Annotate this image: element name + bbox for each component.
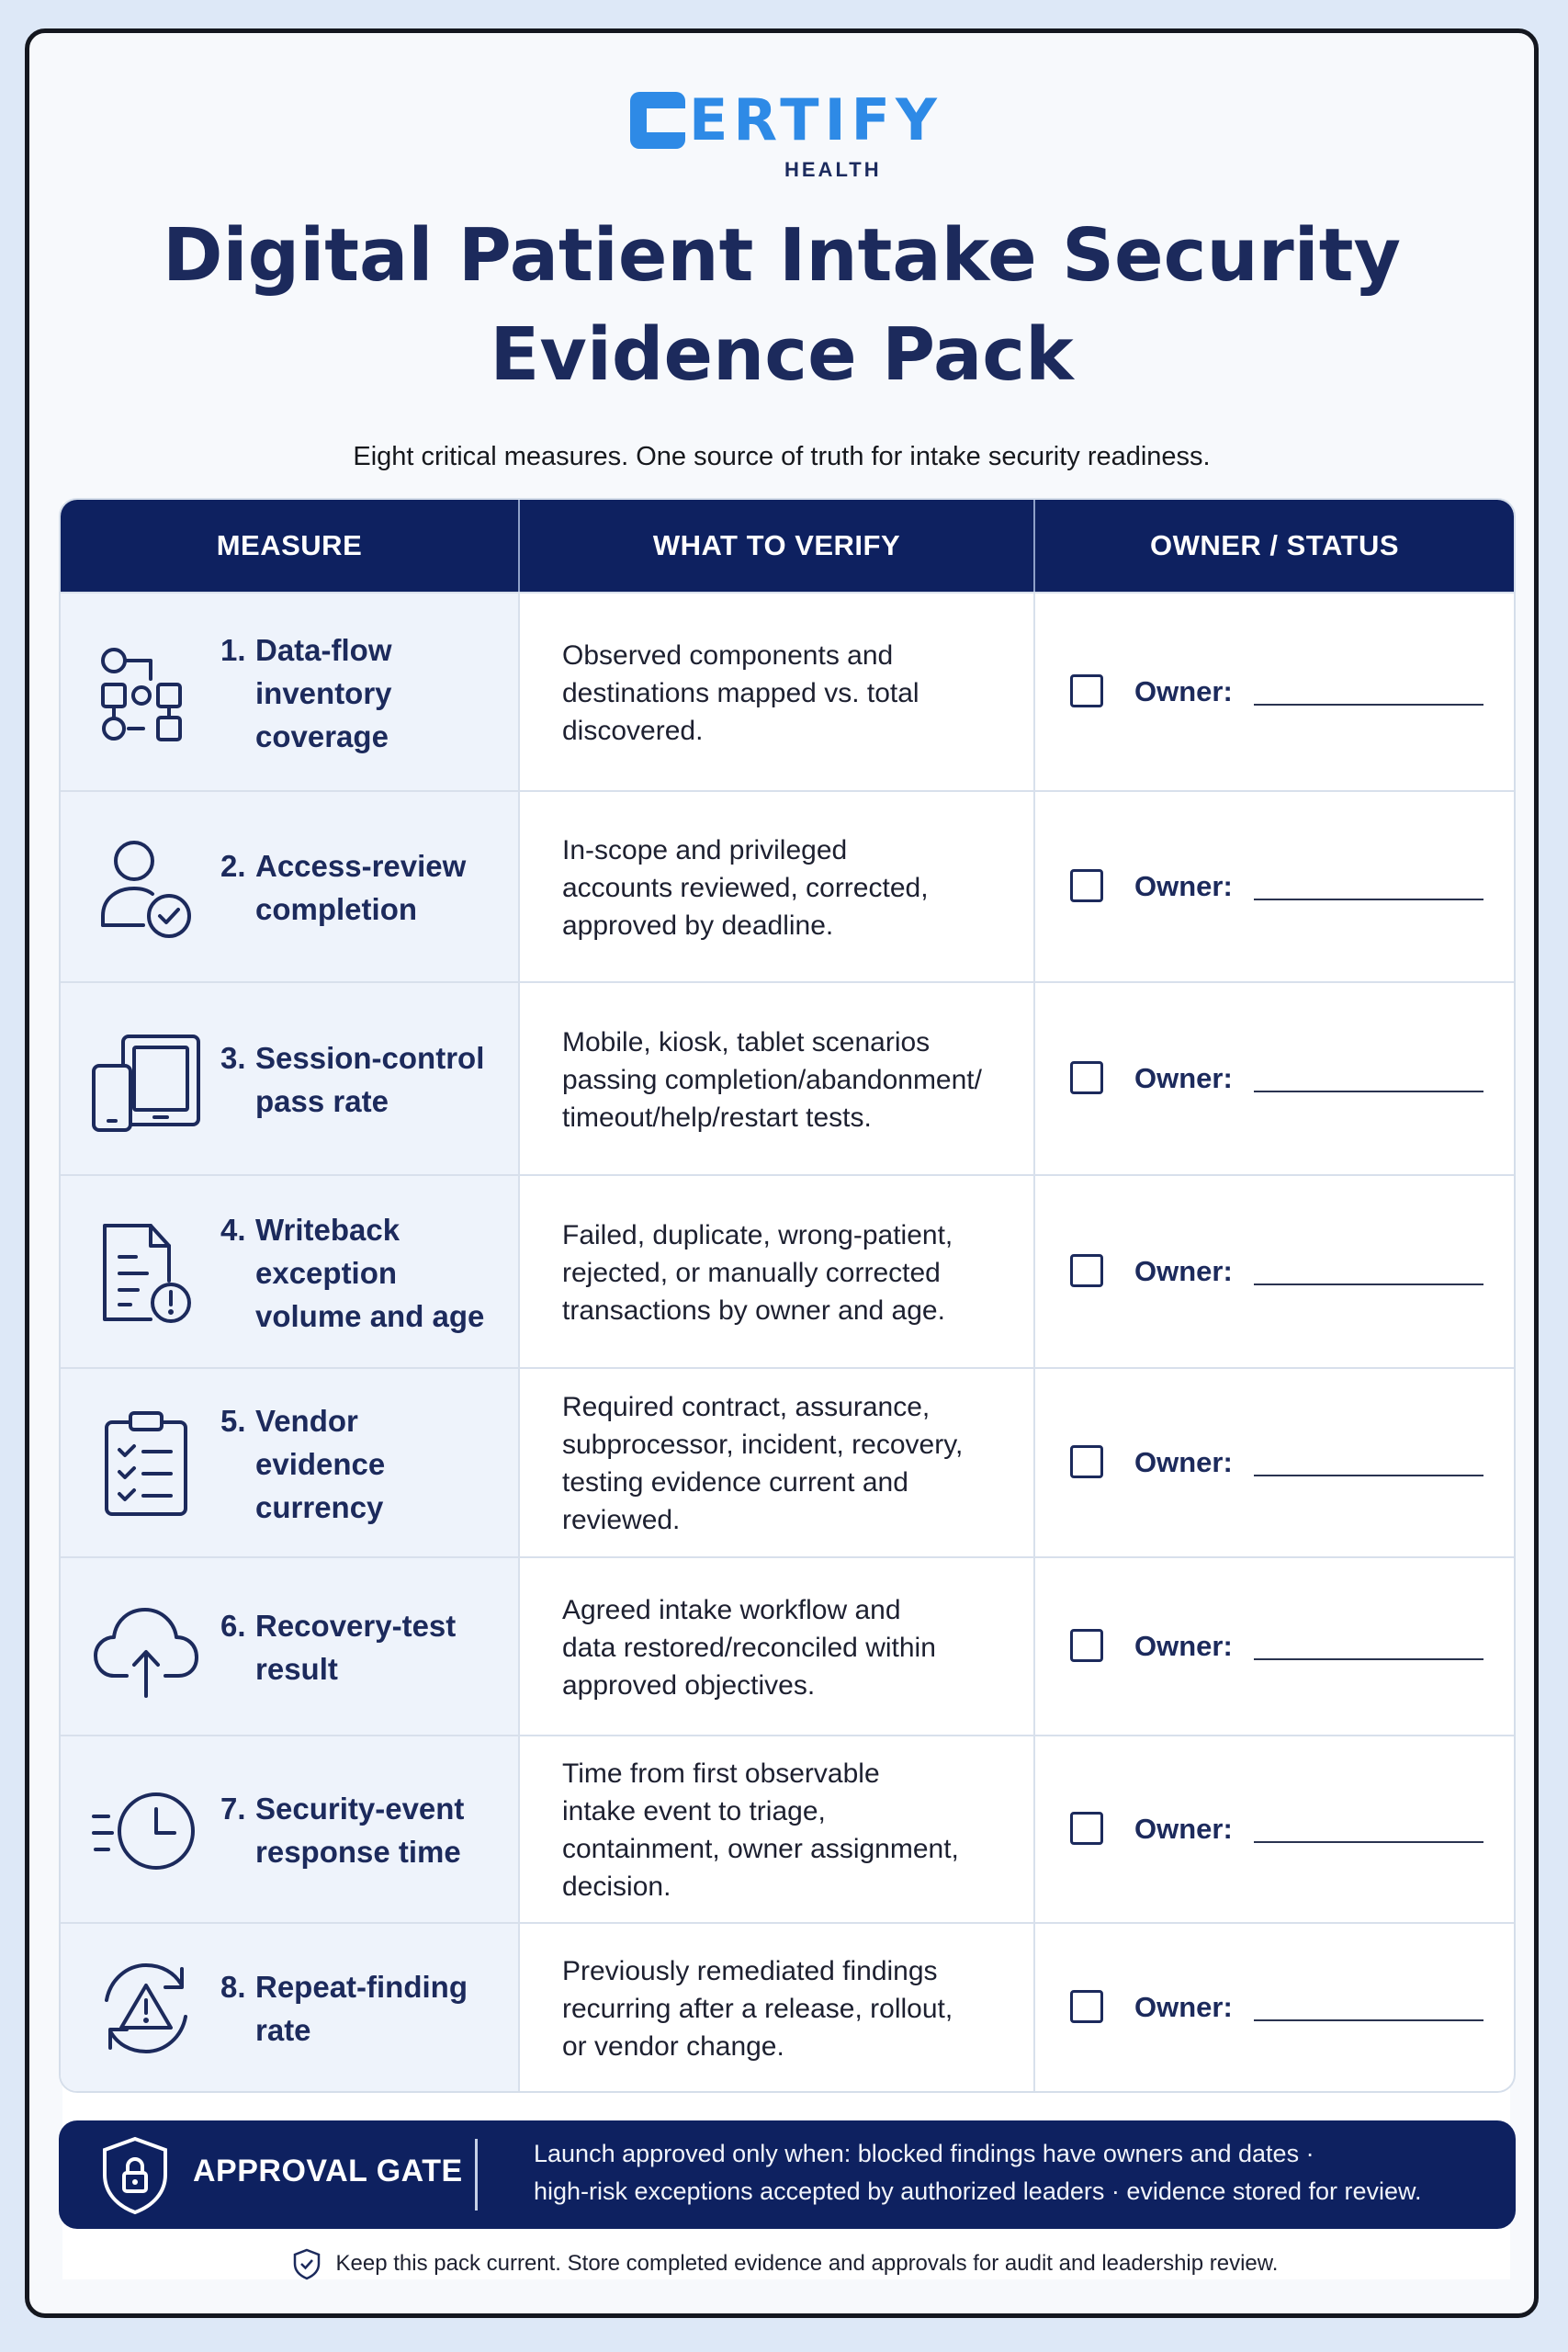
measure-number: 5. — [220, 1404, 246, 1438]
gate-text-line-1: Launch approved only when: blocked findings have owners and dates · — [534, 2140, 1314, 2167]
verify-text — [562, 831, 1006, 944]
verify-cell — [518, 983, 1033, 1174]
verify-line: Observed components and — [562, 640, 894, 671]
verify-line: Required contract, assurance, — [562, 1392, 931, 1422]
verify-cell — [518, 1558, 1033, 1735]
verify-line: timeout/help/restart tests. — [562, 1102, 872, 1133]
measure-cell — [61, 1558, 518, 1735]
owner-input-line[interactable] — [1254, 899, 1483, 900]
measure-number: 1. — [220, 633, 246, 667]
fast-clock-icon — [86, 1770, 206, 1890]
measure-cell — [61, 1176, 518, 1367]
table-row — [61, 981, 1514, 1174]
table-row — [61, 1556, 1514, 1735]
footer-note — [0, 2247, 1568, 2280]
shield-check-icon — [290, 2247, 323, 2280]
verify-text — [562, 1388, 1006, 1539]
logo-wordmark: ERTIFY — [689, 86, 942, 153]
measure-line: currency — [255, 1490, 384, 1524]
measure-number: 2. — [220, 849, 246, 883]
owner-input-line[interactable] — [1254, 1658, 1483, 1660]
status-checkbox[interactable] — [1070, 1445, 1103, 1478]
owner-input-line[interactable] — [1254, 1091, 1483, 1092]
verify-cell — [518, 1924, 1033, 2091]
measure-line: Repeat-finding — [255, 1970, 468, 2004]
owner-status-cell — [1033, 1176, 1514, 1367]
verify-line: rejected, or manually corrected — [562, 1258, 941, 1288]
status-checkbox[interactable] — [1070, 674, 1103, 707]
owner-label: Owner: — [1134, 1991, 1233, 2023]
user-check-icon — [86, 828, 206, 947]
owner-label: Owner: — [1134, 1446, 1233, 1478]
verify-line: containment, owner assignment, — [562, 1834, 959, 1864]
owner-input-line[interactable] — [1254, 704, 1483, 706]
measure-label — [220, 1036, 509, 1123]
owner-input-line[interactable] — [1254, 1475, 1483, 1476]
verify-line: decision. — [562, 1871, 671, 1902]
verify-line: or vendor change. — [562, 2031, 784, 2062]
measure-number: 8. — [220, 1970, 246, 2004]
page-title — [29, 206, 1534, 404]
clipboard-checklist-icon — [86, 1404, 206, 1523]
measure-label — [220, 1399, 509, 1529]
verify-text — [562, 637, 1006, 750]
owner-label: Owner: — [1134, 870, 1233, 902]
measure-line: Writeback — [255, 1213, 400, 1247]
owner-label: Owner: — [1134, 1255, 1233, 1287]
table-row — [61, 1922, 1514, 2091]
status-checkbox[interactable] — [1070, 1990, 1103, 2023]
column-header-measure: MEASURE — [216, 529, 363, 561]
verify-cell — [518, 792, 1033, 981]
measure-line: Access-review — [255, 849, 467, 883]
measure-cell — [61, 792, 518, 981]
verify-line: Previously remediated findings — [562, 1956, 938, 1986]
verify-line: destinations mapped vs. total — [562, 678, 919, 708]
measure-cell — [61, 1736, 518, 1922]
title-line-2: Evidence Pack — [490, 312, 1074, 397]
cloud-upload-icon — [86, 1588, 206, 1707]
status-checkbox[interactable] — [1070, 1812, 1103, 1845]
verify-line: testing evidence current and — [562, 1467, 908, 1498]
status-checkbox[interactable] — [1070, 1061, 1103, 1094]
verify-cell — [518, 1736, 1033, 1922]
warning-cycle-icon — [86, 1949, 206, 2068]
measure-line: pass rate — [255, 1084, 389, 1118]
verify-line: Mobile, kiosk, tablet scenarios — [562, 1027, 931, 1057]
measure-line: Data-flow — [255, 633, 392, 667]
owner-status-cell — [1033, 1924, 1514, 2091]
owner-input-line[interactable] — [1254, 2019, 1483, 2021]
verify-line: In-scope and privileged — [562, 835, 848, 865]
verify-line: discovered. — [562, 716, 704, 746]
owner-input-line[interactable] — [1254, 1283, 1483, 1285]
gate-divider — [475, 2139, 478, 2211]
owner-label: Owner: — [1134, 1062, 1233, 1094]
verify-line: Failed, duplicate, wrong-patient, — [562, 1220, 953, 1250]
measure-line: Security-event — [255, 1792, 465, 1826]
status-checkbox[interactable] — [1070, 869, 1103, 902]
measure-line: completion — [255, 892, 418, 926]
verify-line: Time from first observable — [562, 1758, 880, 1789]
owner-label: Owner: — [1134, 1813, 1233, 1845]
measure-line: Recovery-test — [255, 1609, 457, 1643]
verify-line: approved by deadline. — [562, 910, 834, 941]
measures-table — [59, 498, 1516, 2093]
owner-status-cell — [1033, 1736, 1514, 1922]
table-row — [61, 1735, 1514, 1922]
approval-gate-text — [534, 2135, 1488, 2211]
verify-line: Agreed intake workflow and — [562, 1595, 901, 1625]
certify-health-logo — [29, 85, 1534, 186]
owner-status-cell — [1033, 594, 1514, 790]
page-subtitle: Eight critical measures. One source of truth for intake security readiness. — [353, 442, 1211, 471]
approval-gate-title: APPROVAL GATE — [193, 2154, 463, 2188]
measure-label — [220, 1208, 509, 1338]
shield-lock-icon — [96, 2134, 175, 2217]
verify-cell — [518, 1176, 1033, 1367]
verify-line: recurring after a release, rollout, — [562, 1994, 953, 2024]
measure-line: volume and age — [255, 1299, 485, 1333]
measure-line: coverage — [255, 719, 389, 753]
owner-label: Owner: — [1134, 1630, 1233, 1662]
measure-cell — [61, 1924, 518, 2091]
verify-line: approved objectives. — [562, 1670, 816, 1701]
verify-line: accounts reviewed, corrected, — [562, 873, 929, 903]
owner-status-cell — [1033, 792, 1514, 981]
owner-input-line[interactable] — [1254, 1841, 1483, 1843]
measure-number: 6. — [220, 1609, 246, 1643]
table-row — [61, 790, 1514, 981]
measure-cell — [61, 594, 518, 790]
status-checkbox[interactable] — [1070, 1629, 1103, 1662]
owner-status-cell — [1033, 1558, 1514, 1735]
measure-number: 4. — [220, 1213, 246, 1247]
title-line-1: Digital Patient Intake Security — [162, 213, 1401, 298]
logo-c-mark — [630, 92, 685, 149]
table-row — [61, 1367, 1514, 1556]
gate-text-line-2: high-risk exceptions accepted by authorized leaders · evidence stored for review. — [534, 2177, 1422, 2205]
measure-line: inventory — [255, 676, 392, 710]
verify-text — [562, 1023, 1006, 1136]
verify-line: reviewed. — [562, 1505, 681, 1535]
measure-line: response time — [255, 1835, 461, 1869]
verify-line: transactions by owner and age. — [562, 1295, 945, 1326]
column-header-verify: WHAT TO VERIFY — [518, 500, 1033, 592]
owner-status-cell — [1033, 1369, 1514, 1556]
measure-cell — [61, 983, 518, 1174]
measure-number: 7. — [220, 1792, 246, 1826]
verify-text — [562, 1952, 1006, 2065]
measure-line: result — [255, 1652, 338, 1686]
table-body — [61, 592, 1514, 2091]
owner-label: Owner: — [1134, 675, 1233, 707]
approval-gate-banner — [59, 2120, 1516, 2229]
logo-subtext: HEALTH — [784, 158, 882, 181]
verify-line: subprocessor, incident, recovery, — [562, 1430, 964, 1460]
data-flow-icon — [86, 633, 206, 752]
measure-label — [220, 1965, 509, 2052]
measure-line: Session-control — [255, 1041, 485, 1075]
devices-icon — [86, 1020, 206, 1139]
measure-label — [220, 844, 509, 931]
verify-text — [562, 1216, 1006, 1329]
verify-cell — [518, 594, 1033, 790]
column-header-owner: OWNER / STATUS — [1033, 500, 1514, 592]
table-row — [61, 592, 1514, 790]
measure-line: rate — [255, 2013, 311, 2047]
owner-status-cell — [1033, 983, 1514, 1174]
measure-number: 3. — [220, 1041, 246, 1075]
verify-cell — [518, 1369, 1033, 1556]
verify-text — [562, 1591, 1006, 1704]
verify-line: passing completion/abandonment/ — [562, 1065, 982, 1095]
footer-text: Keep this pack current. Store completed evidence and approvals for audit and leadership review. — [335, 2251, 1279, 2276]
verify-line: data restored/reconciled within — [562, 1633, 936, 1663]
document-alert-icon — [86, 1213, 206, 1332]
measure-line: exception — [255, 1256, 398, 1290]
measure-line: evidence — [255, 1447, 386, 1481]
verify-line: intake event to triage, — [562, 1796, 826, 1826]
measure-label — [220, 1787, 509, 1873]
measure-cell — [61, 1369, 518, 1556]
table-header — [61, 500, 1514, 592]
measure-label — [220, 628, 509, 758]
status-checkbox[interactable] — [1070, 1254, 1103, 1287]
verify-text — [562, 1755, 1006, 1905]
table-row — [61, 1174, 1514, 1367]
measure-label — [220, 1604, 509, 1690]
measure-line: Vendor — [255, 1404, 358, 1438]
